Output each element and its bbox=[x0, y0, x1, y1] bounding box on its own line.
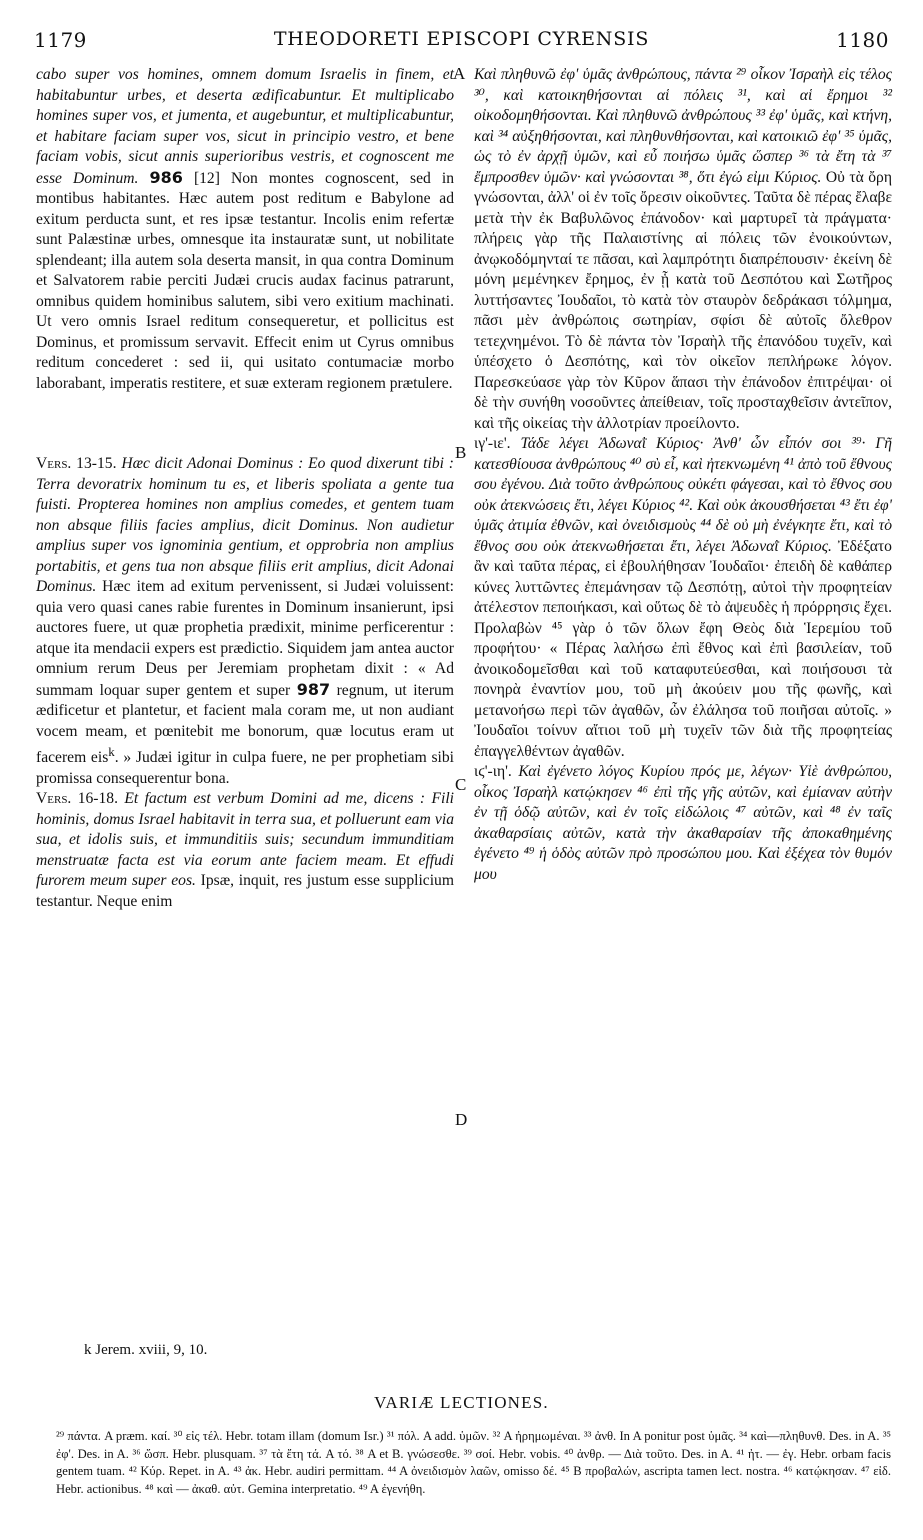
margin-letter-a: A bbox=[453, 64, 466, 83]
latin-paragraph-2 bbox=[36, 454, 454, 789]
verse-label-16-18: Vers. 16-18. bbox=[36, 790, 118, 808]
margin-letter-c: C bbox=[455, 775, 467, 794]
latin-scripture-13-15: Hæc dicit Adonai Dominus : Eo quod dixerunt tibi : Terra devoratrix hominum tu es, et liberis spoliata a gente tua fuisti. Propterea homines non amplius comedes, et gentem tuam non absque filiis facies amplius, dicit Dominus. Non audietur amplius super vos ignominia gentium, et opprobria non amplius portabitis, et gens tua non absque filiis erit amplius, dicit Adonai Dominus. bbox=[36, 455, 454, 595]
footnote-reference: k Jerem. xviii, 9, 10. bbox=[84, 1342, 208, 1358]
greek-commentary-12: Οὐ τὰ ὄρη γνώσονται, ἀλλ' οἱ ἐν τοῖς ὄρεσιν οἰκοῦντες. Ταῦτα δὲ πέρας ἔλαβε μετὰ τὴν ἐκ Βαβυλῶνος ἐπάνοδον· καὶ μαρτυρεῖ τὰ πράγματα· πλήρεις γὰρ τῆς Παλαιστίνης αἱ πόλεις τῶν ἐνοικούντων, ἀνῳκοδόμηνταί τε πᾶσαι, καὶ λαμπρότητι διαπρέπουσιν· ἐκείνη δὲ μόνη μεμένηκεν ἔρημος, ἐν ᾗ κατὰ τοῦ Δεσπότου καὶ Σωτῆρος λυττήσαντες Ἰουδαῖοι, τὸ κατὰ τὸν σταυρὸν δεδράκασι τόλμημα, πᾶσι μὲν ἀνθρώποις σωτηρίαν, σφίσι δὲ αὐτοῖς ὄλεθρον τετεχνημένοι. Τὸ δὲ πάντα τὸν Ἰσραὴλ τῆς ἐπανόδου τυχεῖν, καὶ ὑπέσχετο ὁ Δεσπότης, καὶ τὸν οἰκεῖον πεπλήρωκε λόγον. Παρεσκεύασε γὰρ τὸν Κῦρον ἅπασι τὴν ἐπάνοδον ἐπιτρέψαι· οἱ δὲ τὴν συνήθη νοσοῦντες ἀπείθειαν, τοῖς προσταχθεῖσιν ἀντεῖπον, καὶ τῆς οἰκείας τὴν ἀλλοτρίαν προείλοντο. bbox=[474, 168, 892, 432]
latin-commentary-13-15b: regnum, ut iterum ædificetur et plantetur, et facient mala coram me, ut non audiant vocem meam, et pœnitebit me bonorum, quæ locutus eram ut facerem eis bbox=[36, 681, 454, 767]
greek-commentary-13-15: Ἐδέξατο ἂν καὶ ταῦτα πέρας, εἰ ἐβουλήθησαν Ἰουδαῖοι· ἐπειδὴ δὲ καθάπερ κύνες λυττῶντες ἐπεμάνησαν τῷ Δεσπότῃ, αὐτοὶ τὴν προφητείαν ἀτέλεστον πεποιήκασι, καὶ οὕτως δὲ τὸ ἀψευδὲς ἡ πρόρρησις ἔχει. Προλαβὼν ⁴⁵ γὰρ ὁ τῶν ὅλων ἔφη Θεὸς διὰ Ἱερεμίου τοῦ προφήτου· « Πέρας λαλήσω ἐπὶ ἔθνος καὶ ἐπὶ βασιλείαν, τοῦ ἀνοικοδομεῖσθαι καὶ τοῦ καταφυτεύεσθαι, καὶ ποιήσουσι τὰ πονηρὰ ἐναντίον μου, τοῦ μὴ ἀκούειν μου τῆς φωνῆς, καὶ μετανοήσω περὶ τῶν ἀγαθῶν, ὧν ἐλάλησα τοῦ ποιῆσαι αὐτοῖς. » Ἰουδαῖοι τοίνυν αἴτιοι τοῦ μὴ τυχεῖν τῶν διὰ τῆς προφητείας ἐπαγγελθέντων ἀγαθῶν. bbox=[474, 537, 892, 760]
latin-scripture-16-18: Et factum est verbum Domini ad me, dicens : Fili hominis, domus Israel habitavit in terra sua, et polluerunt eam via sua, et idolis suis, et immunditiis suis; secundum immunditiam menstruatæ facta est via eorum ante faciem meam. Et effudi furorem meum super eos. bbox=[36, 790, 455, 890]
greek-scripture-13-15: Τάδε λέγει Ἀδωναῒ Κύριος· Ἀνθ' ὧν εἶπόν σοι ³⁹· Γῆ κατεσθίουσα ἀνθρώπους ⁴⁰ σὺ εἶ, καὶ ἠτεκνωμένη ⁴¹ ἀπὸ τοῦ ἔθνους σου ἐγένου. Διὰ τοῦτο ἀνθρώπους οὐκέτι φάγεσαι, καὶ τὸ ἔθνος σου οὐκ ἀτεκνώσεις ἔτι, λέγει Κύριος ⁴². Καὶ οὐκ ἀκουσθήσεται ⁴³ ἔτι ἐφ' ὑμᾶς ἀτιμία ἐθνῶν, καὶ ὀνειδισμοὺς ⁴⁴ δὲ οὐ μὴ ἐνέγκητε ἔτι, καὶ τὸ ἔθνος σου οὐκ ἀτεκνωθήσεται ἔτι, λέγει Ἀδωναῒ Κύριος. bbox=[474, 435, 892, 555]
latin-commentary-16-18: Ipsæ, inquit, res justum esse supplicium testantur. Neque enim bbox=[36, 872, 454, 910]
page-number-right: 1180 bbox=[836, 28, 889, 52]
page-number-left: 1179 bbox=[34, 28, 87, 52]
greek-verse-label-16-18: ιϛ'-ιη'. bbox=[474, 763, 512, 780]
page-header bbox=[34, 26, 889, 56]
greek-paragraph-1 bbox=[474, 65, 892, 434]
variae-lectiones bbox=[56, 1428, 891, 1498]
running-title: THEODORETI EPISCOPI CYRENSIS bbox=[273, 28, 650, 50]
verse-label-13-15: Vers. 13-15. bbox=[36, 455, 117, 472]
greek-scripture-12: Καὶ πληθυνῶ ἐφ' ὑμᾶς ἀνθρώπους, πάντα ²⁹ οἶκον Ἰσραὴλ εἰς τέλος ³⁰, καὶ κατοικηθήσονται αἱ πόλεις ³¹, καὶ αἱ ἔρημοι ³² οἰκοδομηθήσονται. Καὶ πληθυνῶ ἀνθρώπους ³³ ἐφ' ὑμᾶς, καὶ κτήνη, καὶ ³⁴ αὐξηθήσονται, καὶ πληθυνθήσονται, καὶ κατοικιῶ ἐφ' ³⁵ ὑμᾶς, ὡς τὸ ἐν ἀρχῇ ὑμῶν, καὶ εὖ ποιήσω ὑμᾶς ὥσπερ ³⁶ τὰ ἔτη τὰ ³⁷ ἔμπροσθεν ὑμῶν· καὶ γνώσονται ³⁸, ὅτι ἐγώ εἰμι Κύριος. bbox=[474, 66, 892, 186]
latin-commentary-13-15a: Hæc item ad exitum pervenissent, si Judæi voluissent: quia vero quasi canes rabie furentes in Dominum insanierunt, ipsi auctores fuere, ut quæ prophetia prædixit, minime perficerentur : atque ita mendacii expers est prædictio. Siquidem jam antea auctor omnium rerum Deus per Jeremiam prophetam dixit : « Ad summam loquar super gentem et super bbox=[36, 578, 454, 699]
margin-letter-b: B bbox=[455, 443, 467, 462]
margin-letter-d: D bbox=[455, 1110, 468, 1129]
latin-paragraph-3 bbox=[36, 789, 454, 912]
latin-scripture-12: cabo super vos homines, omnem domum Israelis in finem, et habitabuntur urbes, et deserta ædificabuntur. Et multiplicabo homines super vos, et jumenta, et augebuntur, et multiplicabuntur, et habitare faciam super vos, sicut in principio vestro, et bene faciam vobis, sicut annis superioribus vestris, et cognoscent me esse Dominum. bbox=[36, 66, 454, 187]
column-number-986: 986 bbox=[149, 167, 183, 187]
latin-commentary-12: [12] Non montes cognoscent, sed in montibus habitantes. Hæc autem post reditum e Babylone ad exitum perducta sunt, et res ipsæ testantur. Incolis enim refertæ sunt Palæstinæ urbes, omnesque ita instauratæ sunt, ut nobilitate splendeant; illa autem sola deserta mansit, in qua contra Dominum et Salvatorem rabie perciti Judæi crucis audax facinus patrarunt, omnibus quidem hominibus salutem, sibi vero exitium machinati. Ut vero omnis Israel reditum consequeretur, et pollicitus est Dominus, et promissum servavit. Effecit enim ut Cyrus omnibus reditum concederet : sed ii, qui usitato contumaciæ morbo laborabant, imperatis restitere, et suæ exteram regionem prætulere. bbox=[36, 169, 454, 392]
footnote-marker-k: k bbox=[108, 744, 115, 759]
greek-scripture-16-18: Καὶ ἐγένετο λόγος Κυρίου πρός με, λέγων· Υἱὲ ἀνθρώπου, οἶκος Ἰσραὴλ κατῴκησεν ⁴⁶ ἐπὶ τῆς γῆς αὐτῶν, καὶ ἐμίαναν αὐτὴν ἐν τῇ ὁδῷ αὐτῶν, καὶ ἐν τοῖς εἰδώλοις ⁴⁷ αὐτῶν, καὶ ⁴⁸ ἐν ταῖς ἀκαθαρσίαις αὐτῶν, κατὰ τὴν ἀκαθαρσίαν τῆς ἀποκαθημένης ἐγένετο ⁴⁹ ἡ ὁδὸς αὐτῶν πρὸ προσώπου μου. Καὶ ἐξέχεα τὸν θυμόν μου bbox=[474, 763, 892, 883]
greek-paragraph-3 bbox=[474, 762, 892, 885]
variae-lectiones-title: VARIÆ LECTIONES. bbox=[374, 1393, 549, 1412]
greek-verse-label-13-15: ιγ'-ιε'. bbox=[474, 435, 511, 452]
variae-lectiones-text: ²⁹ πάντα. A præm. καί. ³⁰ εἰς τέλ. Hebr. totam illam (domum Isr.) ³¹ πόλ. A add. ὑμῶν. ³² A ἠρημωμέναι. ³³ ἀνθ. In A ponitur post ὑμᾶς. ³⁴ καὶ—πληθυνθ. Des. in A. ³⁵ ἐφ'. Des. in A. ³⁶ ὥσπ. Hebr. plusquam. ³⁷ τὰ ἔτη τά. A τό. ³⁸ A et B. γνώσεσθε. ³⁹ σοί. Hebr. vobis. ⁴⁰ ἀνθρ. — Διὰ τοῦτο. Des. in A. ⁴¹ ἠτ. — ἐγ. Hebr. orbam facis gentem tuam. ⁴² Κύρ. Repet. in A. ⁴³ ἀκ. Hebr. audiri permittam. ⁴⁴ A ὀνειδισμὸν λαῶν, omisso δέ. ⁴⁵ B προβαλών, ascripta tamen lect. nostra. ⁴⁶ κατῴκησαν. ⁴⁷ εἰδ. Hebr. actionibus. ⁴⁸ καὶ — ἀκαθ. αὐτ. Gemina interpretatio. ⁴⁹ A ἐγενήθη. bbox=[56, 1429, 891, 1496]
latin-column bbox=[36, 65, 454, 912]
column-number-987: 987 bbox=[296, 679, 331, 699]
greek-column bbox=[474, 65, 892, 885]
greek-paragraph-2 bbox=[474, 434, 892, 762]
latin-commentary-13-15c: . » Judæi igitur in culpa fuere, ne per prophetiam sibi promissa consequerentur bona. bbox=[36, 749, 455, 787]
latin-paragraph-1 bbox=[36, 65, 454, 394]
